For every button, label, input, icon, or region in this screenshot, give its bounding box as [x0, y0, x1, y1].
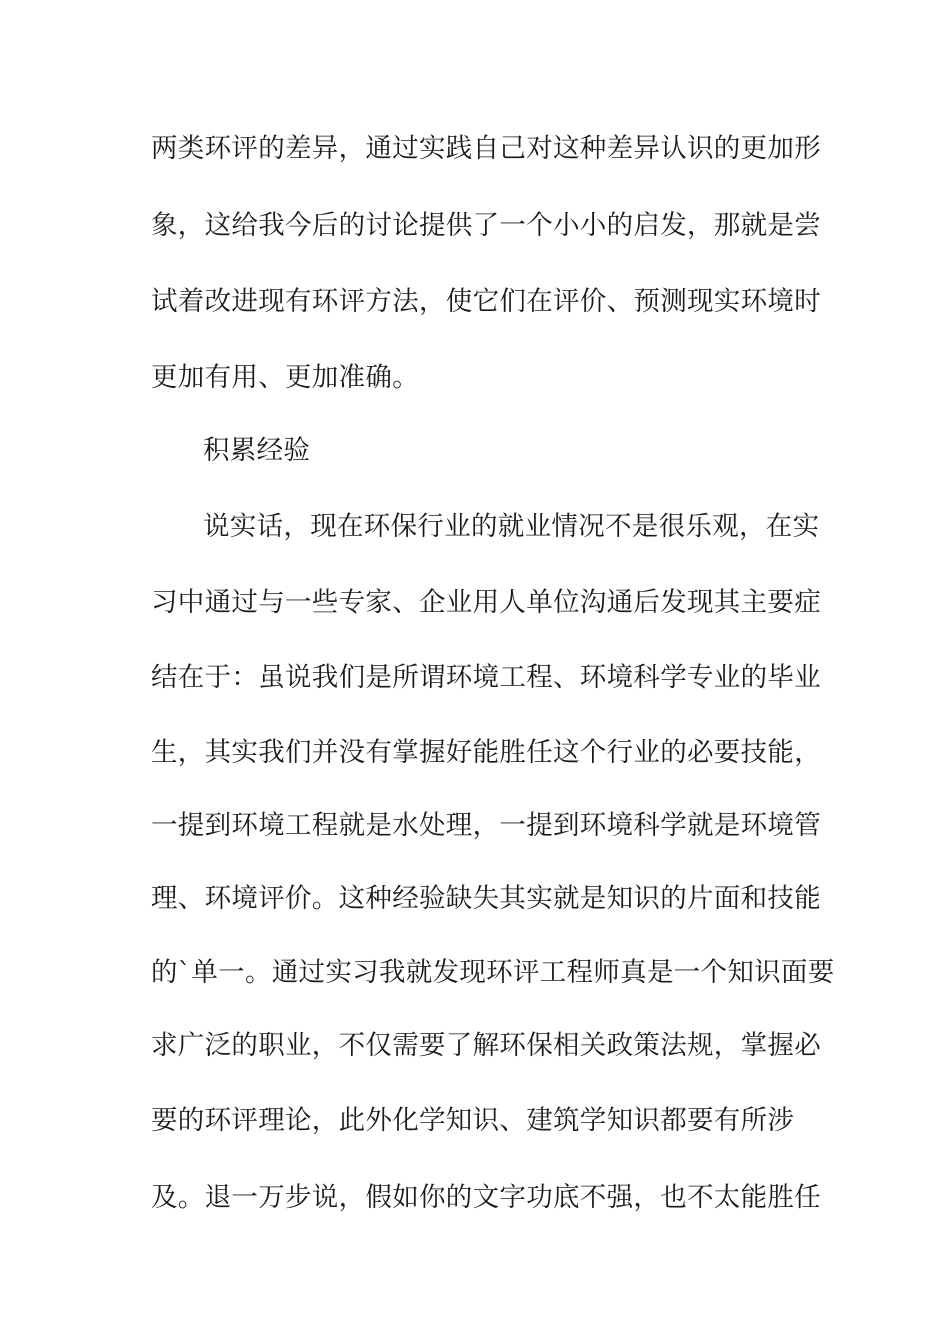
paragraph-line: 试着改进现有环评方法，使它们在评价、预测现实环境时 [151, 286, 821, 317]
paragraph-line: 象，这给我今后的讨论提供了一个小小的启发，那就是尝 [151, 210, 821, 241]
paragraph-line: 更加有用、更加准确。 [151, 362, 419, 393]
paragraph-line: 的`单一。通过实习我就发现环评工程师真是一个知识面要 [151, 957, 835, 988]
paragraph-line: 两类环评的差异，通过实践自己对这种差异认识的更加形 [151, 133, 821, 164]
paragraph-line: 求广泛的职业，不仅需要了解环保相关政策法规，掌握必 [151, 1030, 821, 1061]
paragraph-line: 说实话，现在环保行业的就业情况不是很乐观，在实 [203, 511, 820, 542]
paragraph-line: 生，其实我们并没有掌握好能胜任这个行业的必要技能， [151, 737, 821, 768]
paragraph-line: 结在于：虽说我们是所谓环境工程、环境科学专业的毕业 [151, 662, 821, 693]
paragraph-line: 及。退一万步说，假如你的文字功底不强，也不太能胜任 [151, 1182, 821, 1213]
paragraph-line: 要的环评理论，此外化学知识、建筑学知识都要有所涉 [151, 1105, 795, 1136]
paragraph-line: 理、环境评价。这种经验缺失其实就是知识的片面和技能 [151, 883, 821, 914]
paragraph-line: 一提到环境工程就是水处理，一提到环境科学就是环境管 [151, 810, 821, 841]
paragraph-line: 习中通过与一些专家、企业用人单位沟通后发现其主要症 [151, 587, 821, 618]
section-heading: 积累经验 [203, 435, 311, 466]
